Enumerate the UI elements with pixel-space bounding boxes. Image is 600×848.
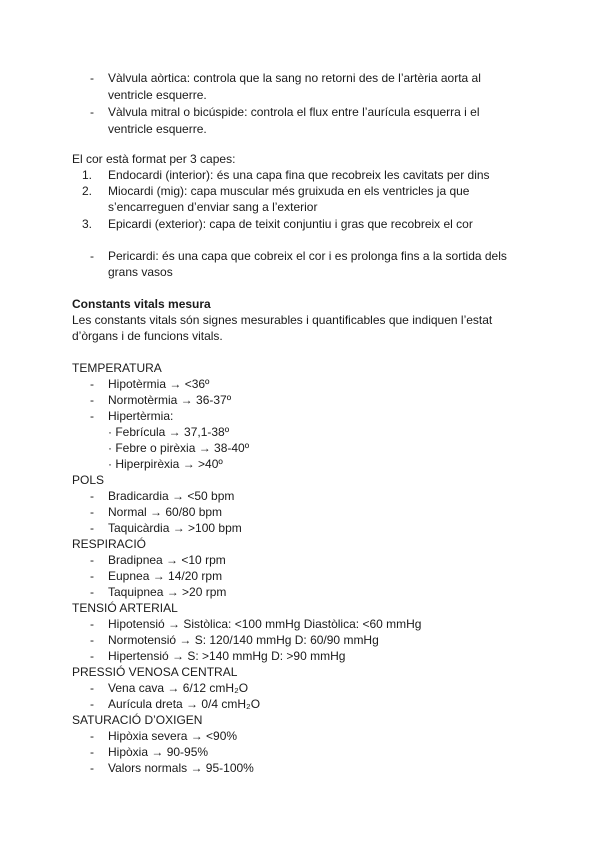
list-dash: -: [90, 393, 94, 407]
layer-epicardi: Epicardi (exterior): capa de teixit conjuntiu i gras que recobreix el cor: [108, 217, 473, 231]
list-dash: -: [90, 761, 94, 775]
layer-miocardi: Miocardi (mig): capa muscular més gruixuda en els ventricles ja que: [108, 184, 470, 198]
list-dash: -: [90, 249, 94, 263]
valve-aortica-text-cont: ventricle esquerre.: [108, 88, 207, 102]
list-dash: -: [90, 105, 94, 119]
list-dash: -: [90, 409, 94, 423]
vitals-intro: Les constants vitals són signes mesurables i quantificables que indiquen l’estat: [72, 313, 493, 327]
temperatura-subitem: · Febre o pirèxia → 38-40º: [108, 441, 250, 455]
saturacio-item: Valors normals → 95-100%: [108, 761, 254, 775]
layers-intro: El cor està format per 3 capes:: [72, 152, 236, 166]
list-dash: -: [90, 489, 94, 503]
pericardi-text: Pericardi: és una capa que cobreix el cor i es prolonga fins a la sortida dels: [108, 249, 507, 263]
list-dash: -: [90, 71, 94, 85]
layer-miocardi-cont: s’encarreguen d’enviar sang a l’exterior: [108, 200, 318, 214]
temperatura-subitem: · Febrícula → 37,1-38º: [108, 425, 230, 439]
saturacio-item: Hipòxia → 90-95%: [108, 745, 209, 759]
list-dash: -: [90, 377, 94, 391]
pols-item: Normal → 60/80 bpm: [108, 505, 223, 519]
pvc-item: Aurícula dreta → 0/4 cmH₂O: [108, 697, 261, 711]
list-dash: -: [90, 553, 94, 567]
vitals-intro-cont: d’òrgans i de funcions vitals.: [72, 329, 223, 343]
temperatura-item: Hipotèrmia → <36º: [108, 377, 210, 391]
list-number: 3.: [81, 217, 92, 231]
list-dash: -: [90, 585, 94, 599]
pols-item: Taquicàrdia → >100 bpm: [108, 521, 242, 535]
list-dash: -: [90, 617, 94, 631]
list-dash: -: [90, 505, 94, 519]
valve-mitral-text: Vàlvula mitral o bicúspide: controla el flux entre l’aurícula esquerra i el: [108, 105, 480, 119]
saturacio-heading: SATURACIÓ D’OXIGEN: [72, 713, 203, 727]
pvc-heading: PRESSIÓ VENOSA CENTRAL: [72, 665, 238, 679]
temperatura-item: Hipertèrmia:: [108, 409, 174, 423]
list-dash: -: [90, 681, 94, 695]
tensio-item: Normotensió → S: 120/140 mmHg D: 60/90 mmHg: [108, 633, 379, 647]
pols-item: Bradicardia → <50 bpm: [108, 489, 235, 503]
pericardi-text-cont: grans vasos: [108, 265, 173, 279]
tensio-item: Hipertensió → S: >140 mmHg D: >90 mmHg: [108, 649, 346, 663]
respiracio-item: Taquipnea → >20 rpm: [108, 585, 227, 599]
temperatura-heading: TEMPERATURA: [72, 361, 162, 375]
saturacio-item: Hipòxia severa → <90%: [108, 729, 238, 743]
layer-endocardi: Endocardi (interior): és una capa fina que recobreix les cavitats per dins: [108, 168, 490, 182]
list-dash: -: [90, 697, 94, 711]
tensio-heading: TENSIÓ ARTERIAL: [72, 601, 178, 615]
valve-aortica-text: Vàlvula aòrtica: controla que la sang no retorni des de l’artèria aorta al: [108, 71, 481, 85]
valve-mitral-text-cont: ventricle esquerre.: [108, 122, 207, 136]
list-dash: -: [90, 729, 94, 743]
respiracio-item: Bradipnea → <10 rpm: [108, 553, 226, 567]
list-number: 2.: [81, 184, 92, 198]
temperatura-item: Normotèrmia → 36-37º: [108, 393, 232, 407]
list-number: 1.: [81, 168, 92, 182]
pols-heading: POLS: [72, 473, 105, 487]
respiracio-item: Eupnea → 14/20 rpm: [108, 569, 223, 583]
temperatura-subitem: · Hiperpirèxia → >40º: [108, 457, 223, 471]
list-dash: -: [90, 569, 94, 583]
list-dash: -: [90, 521, 94, 535]
respiracio-heading: RESPIRACIÓ: [72, 537, 147, 551]
list-dash: -: [90, 633, 94, 647]
section-title: Constants vitals mesura: [72, 297, 211, 311]
pvc-item: Vena cava → 6/12 cmH₂O: [108, 681, 249, 695]
list-dash: -: [90, 649, 94, 663]
list-dash: -: [90, 745, 94, 759]
tensio-item: Hipotensió → Sistòlica: <100 mmHg Diastòlica: <60 mmHg: [108, 617, 422, 631]
